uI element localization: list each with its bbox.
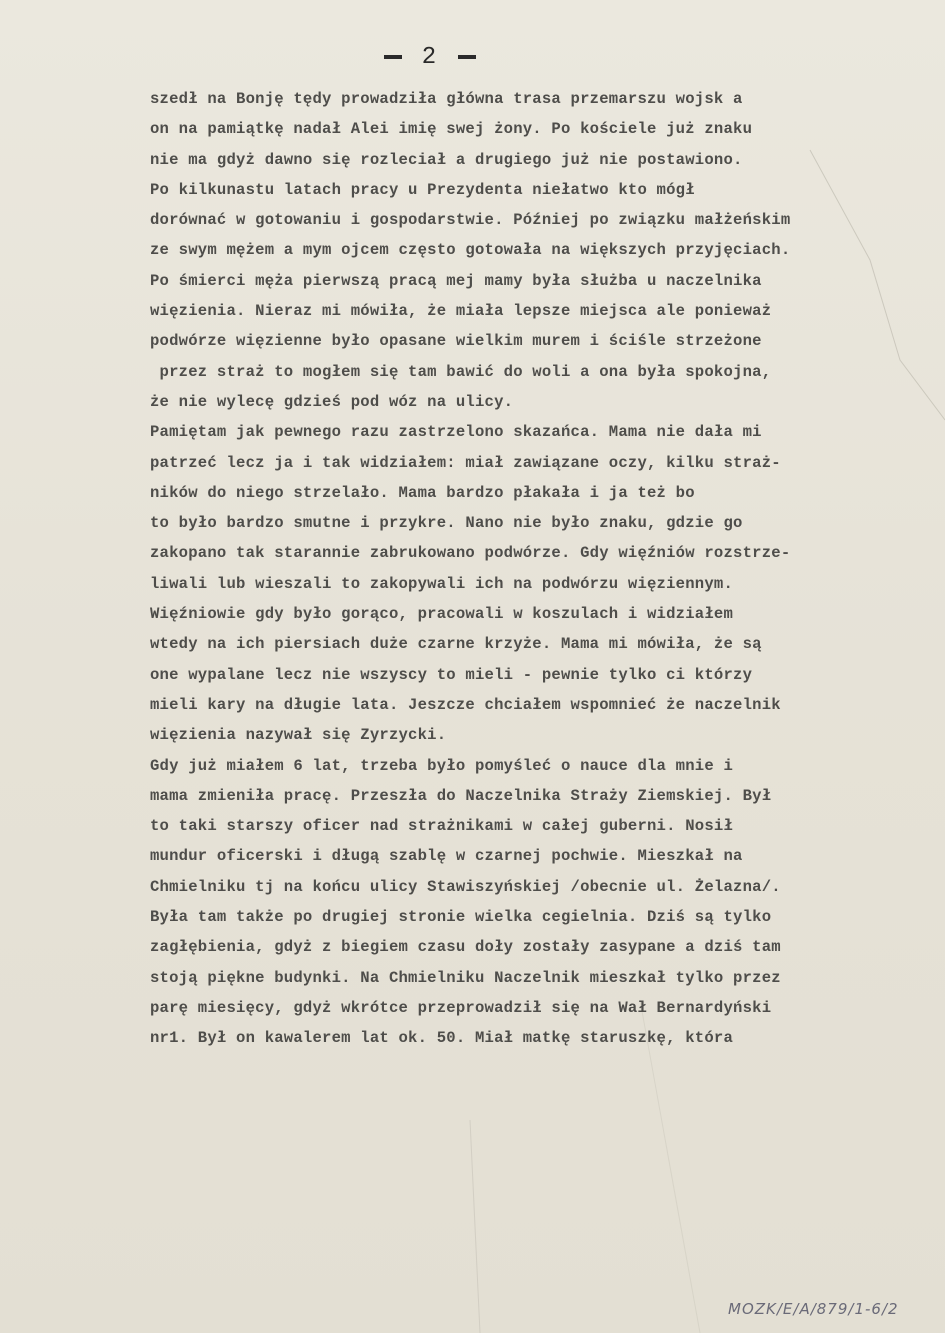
text-line: parę miesięcy, gdyż wkrótce przeprowadził się na Wał Bernardyński xyxy=(150,998,772,1017)
text-line: Po śmierci męża pierwszą pracą mej mamy była służba u naczelnika xyxy=(150,271,762,290)
text-line: mundur oficerski i długą szablę w czarnej pochwie. Mieszkał na xyxy=(150,847,743,866)
text-line: że nie wylecę gdzieś pod wóz na ulicy. xyxy=(150,392,514,411)
text-line: stoją piękne budynki. Na Chmielniku Naczelnik mieszkał tylko przez xyxy=(150,968,781,987)
text-line: zakopano tak starannie zabrukowano podwórze. Gdy więźniów rozstrze- xyxy=(150,544,791,563)
text-line: więzienia. Nieraz mi mówiła, że miała lepsze miejsca ale ponieważ xyxy=(150,302,772,321)
text-line: one wypalane lecz nie wszyscy to mieli - pewnie tylko ci którzy xyxy=(150,665,753,684)
text-line: Pamiętam jak pewnego razu zastrzelono skazańca. Mama nie dała mi xyxy=(150,423,762,442)
text-line: szedł na Bonję tędy prowadziła główna trasa przemarszu wojsk a xyxy=(150,90,743,108)
text-line: liwali lub wieszali to zakopywali ich na podwórzu więziennym. xyxy=(150,574,734,593)
text-line: mama zmieniła pracę. Przeszła do Naczelnika Straży Ziemskiej. Był xyxy=(150,786,772,805)
text-line: to taki starszy oficer nad strażnikami w całej guberni. Nosił xyxy=(150,817,734,836)
typewritten-body xyxy=(150,84,945,1054)
text-line: Po kilkunastu latach pracy u Prezydenta niełatwo kto mógł xyxy=(150,180,695,199)
text-line: to było bardzo smutne i przykre. Nano nie było znaku, gdzie go xyxy=(150,514,743,533)
text-line: on na pamiątkę nadał Alei imię swej żony. Po kościele już znaku xyxy=(150,120,753,139)
page-number: 2 xyxy=(350,44,510,71)
text-line: Chmielniku tj na końcu ulicy Stawiszyńskiej /obecnie ul. Żelazna/. xyxy=(150,877,781,896)
text-line: nr1. Był on kawalerem lat ok. 50. Miał matkę staruszkę, która xyxy=(150,1029,734,1048)
text-line: zagłębienia, gdyż z biegiem czasu doły zostały zasypane a dziś tam xyxy=(150,938,781,957)
text-line: podwórze więzienne było opasane wielkim murem i ściśle strzeżone xyxy=(150,332,762,351)
text-line: Gdy już miałem 6 lat, trzeba było pomyśleć o nauce dla mnie i xyxy=(150,756,734,775)
text-line: więzienia nazywał się Zyrzycki. xyxy=(150,726,447,745)
text-line: wtedy na ich piersiach duże czarne krzyże. Mama mi mówiła, że są xyxy=(150,635,762,654)
text-line: mieli kary na długie lata. Jeszcze chciałem wspomnieć że naczelnik xyxy=(150,695,781,714)
text-line: Była tam także po drugiej stronie wielka cegielnia. Dziś są tylko xyxy=(150,908,772,927)
archive-reference: MOZK/E/A/879/1-6/2 xyxy=(728,1300,899,1318)
text-line: Więźniowie gdy było gorąco, pracowali w koszulach i widziałem xyxy=(150,605,734,624)
text-line: nie ma gdyż dawno się rozleciał a drugiego już nie postawiono. xyxy=(150,150,743,169)
text-line: ników do niego strzelało. Mama bardzo płakała i ja też bo xyxy=(150,483,695,502)
text-line: przez straż to mogłem się tam bawić do woli a ona była spokojna, xyxy=(150,362,772,381)
text-line: patrzeć lecz ja i tak widziałem: miał zawiązane oczy, kilku straż- xyxy=(150,453,781,472)
text-line: ze swym mężem a mym ojcem często gotowała na większych przyjęciach. xyxy=(150,241,791,260)
text-line: dorównać w gotowaniu i gospodarstwie. Później po związku małżeńskim xyxy=(150,211,791,230)
